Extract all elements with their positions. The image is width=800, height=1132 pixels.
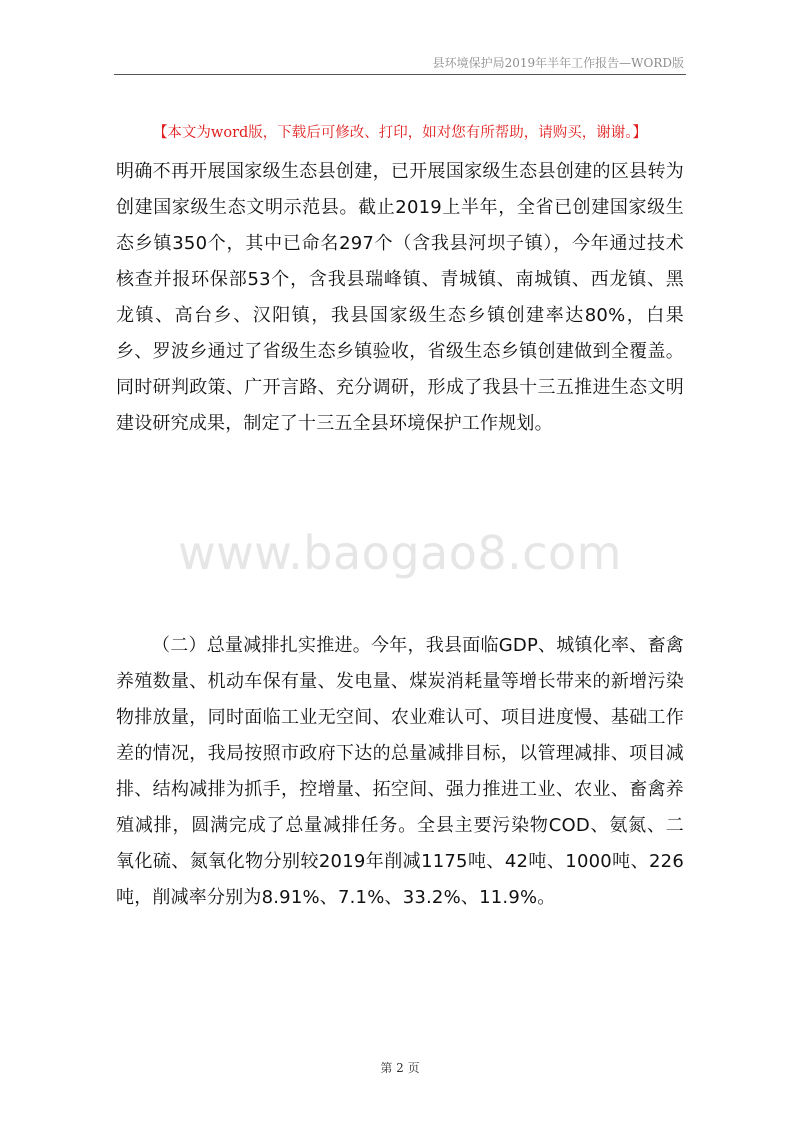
page-number: 第 2 页 — [380, 1061, 420, 1075]
download-notice: 【本文为word版，下载后可修改、打印，如对您有所帮助，请购买，谢谢。】 — [152, 125, 648, 141]
header-rule — [114, 74, 686, 75]
running-header-title: 县环境保护局2019年半年工作报告—WORD版 — [432, 56, 684, 70]
body-paragraph-2: （二）总量减排扎实推进。今年，我县面临GDP、城镇化率、畜禽养殖数量、机动车保有量、发电量、煤炭消耗量等增长带来的新增污染物排放量，同时面临工业无空间、农业难认可、项目进度慢、基础工作差的情况，我局按照市政府下达的总量减排目标，以管理减排、项目减排、结构减排为抓手，控增量、拓空间、强力推进工业、农业、畜禽养殖减排，圆满完成了总量减排任务。全县主要污染物COD、氨氮、二氧化硫、氮氧化物分别较2019年削减1175吨、42吨、1000吨、226吨，削减率分别为8.91%、7.1%、33.2%、11.9%。 — [116, 635, 684, 908]
watermark: www.baogao8.com — [178, 526, 622, 580]
body-paragraph-1: 明确不再开展国家级生态县创建，已开展国家级生态县创建的区县转为创建国家级生态文明示范县。截止2019上半年，全省已创建国家级生态乡镇350个，其中已命名297个（含我县河坝子镇），今年通过技术核查并报环保部53个，含我县瑞峰镇、青城镇、南城镇、西龙镇、黑龙镇、高台乡、汉阳镇，我县国家级生态乡镇创建率达80%，白果乡、罗波乡通过了省级生态乡镇验收，省级生态乡镇创建做到全覆盖。同时研判政策、广开言路、充分调研，形成了我县十三五推进生态文明建设研究成果，制定了十三五全县环境保护工作规划。 — [116, 161, 684, 434]
